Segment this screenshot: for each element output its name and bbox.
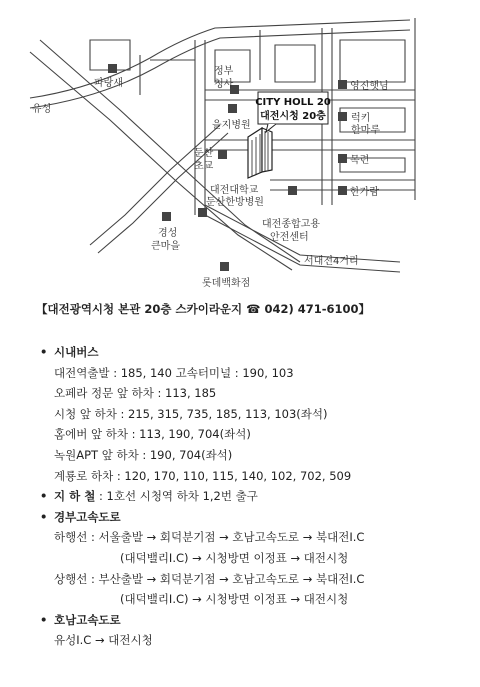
building-icon <box>288 186 297 195</box>
place-label: 대전종합고용 <box>262 219 320 230</box>
road-label-seodaejeon4: 서대전4거리 <box>304 256 359 267</box>
place-label: 럭키 <box>351 113 371 124</box>
cityhall-label-ko: 대전시청 20층 <box>260 111 326 122</box>
place-label: 정부 <box>214 66 234 77</box>
building-icon <box>338 80 347 89</box>
building-icon <box>228 104 237 113</box>
directions <box>40 342 476 651</box>
expressway-down-line-cont: (대덕밸리I.C) → 시청방면 이정표 → 대전시청 <box>120 550 349 565</box>
cityhall-label-en: CITY HOLL 20 <box>255 97 331 108</box>
expressway-down-line: 하행선 : 서울출발 → 회덕분기점 → 호남고속도로 → 북대전I.C <box>54 530 365 545</box>
honam-section-title: • 호남고속도로 <box>40 610 476 631</box>
building-icon <box>338 186 347 195</box>
place-label: 큰마을 <box>151 241 180 252</box>
building-icon <box>198 208 207 217</box>
place-label: 둔산 <box>194 148 214 159</box>
subway-section <box>40 486 476 507</box>
subway-info: : 1호선 시청역 하차 1,2번 출구 <box>95 489 258 504</box>
building-icon <box>338 154 347 163</box>
road-label-yuseong: 유성 <box>32 104 52 115</box>
address-line: 【대전광역시청 본관 20층 스카이라운지 ☎ 042) 471-6100】 <box>36 302 371 316</box>
building-icon <box>220 262 229 271</box>
place-label: 목련 <box>350 155 370 166</box>
bus-line: 녹원APT 앞 하차 : 190, 704(좌석) <box>54 447 233 462</box>
city-hall-building-icon <box>248 128 272 178</box>
bus-line: 대전역출발 : 185, 140 고속터미널 : 190, 103 <box>54 365 294 380</box>
place-label: 한마루 <box>351 125 380 136</box>
expressway-up-line: 상행선 : 부산출발 → 회덕분기점 → 호남고속도로 → 북대전I.C <box>54 571 365 586</box>
place-label: 둔산한방병원 <box>206 197 264 208</box>
place-label: 파랑새 <box>94 78 123 89</box>
map-roads <box>30 18 415 272</box>
building-icon <box>218 150 227 159</box>
location-map <box>0 0 480 295</box>
bus-line: 오페라 정문 앞 하차 : 113, 185 <box>54 386 217 401</box>
place-label: 한가람 <box>350 187 379 198</box>
map-labels <box>32 64 389 289</box>
honam-line: 유성I.C → 대전시청 <box>54 633 153 648</box>
expressway-section-title: • 경부고속도로 <box>40 507 476 528</box>
building-icon <box>108 64 117 73</box>
bus-line: 홈에버 앞 하차 : 113, 190, 704(좌석) <box>54 427 251 442</box>
place-label: 경성 <box>158 228 178 239</box>
place-label: 초교 <box>194 161 214 172</box>
building-icon <box>338 112 347 121</box>
bus-line: 시청 앞 하차 : 215, 315, 735, 185, 113, 103(좌석) <box>54 406 328 421</box>
place-label: 안전센터 <box>270 232 309 243</box>
place-label: 영진햇님 <box>350 81 389 92</box>
place-label: 을지병원 <box>212 120 251 131</box>
city-hall-callout <box>255 92 331 132</box>
building-icon <box>162 212 171 221</box>
bus-line: 계룡로 하차 : 120, 170, 110, 115, 140, 102, 702, 509 <box>54 468 352 483</box>
place-label: 대전대학교 <box>210 185 259 196</box>
expressway-up-line-cont: (대덕밸리I.C) → 시청방면 이정표 → 대전시청 <box>120 592 349 607</box>
bus-section-title: • 시내버스 <box>40 342 476 363</box>
place-label: 롯데백화점 <box>202 278 251 289</box>
subway-title: 지 하 철 <box>54 489 96 504</box>
place-label: 청사 <box>214 79 234 90</box>
